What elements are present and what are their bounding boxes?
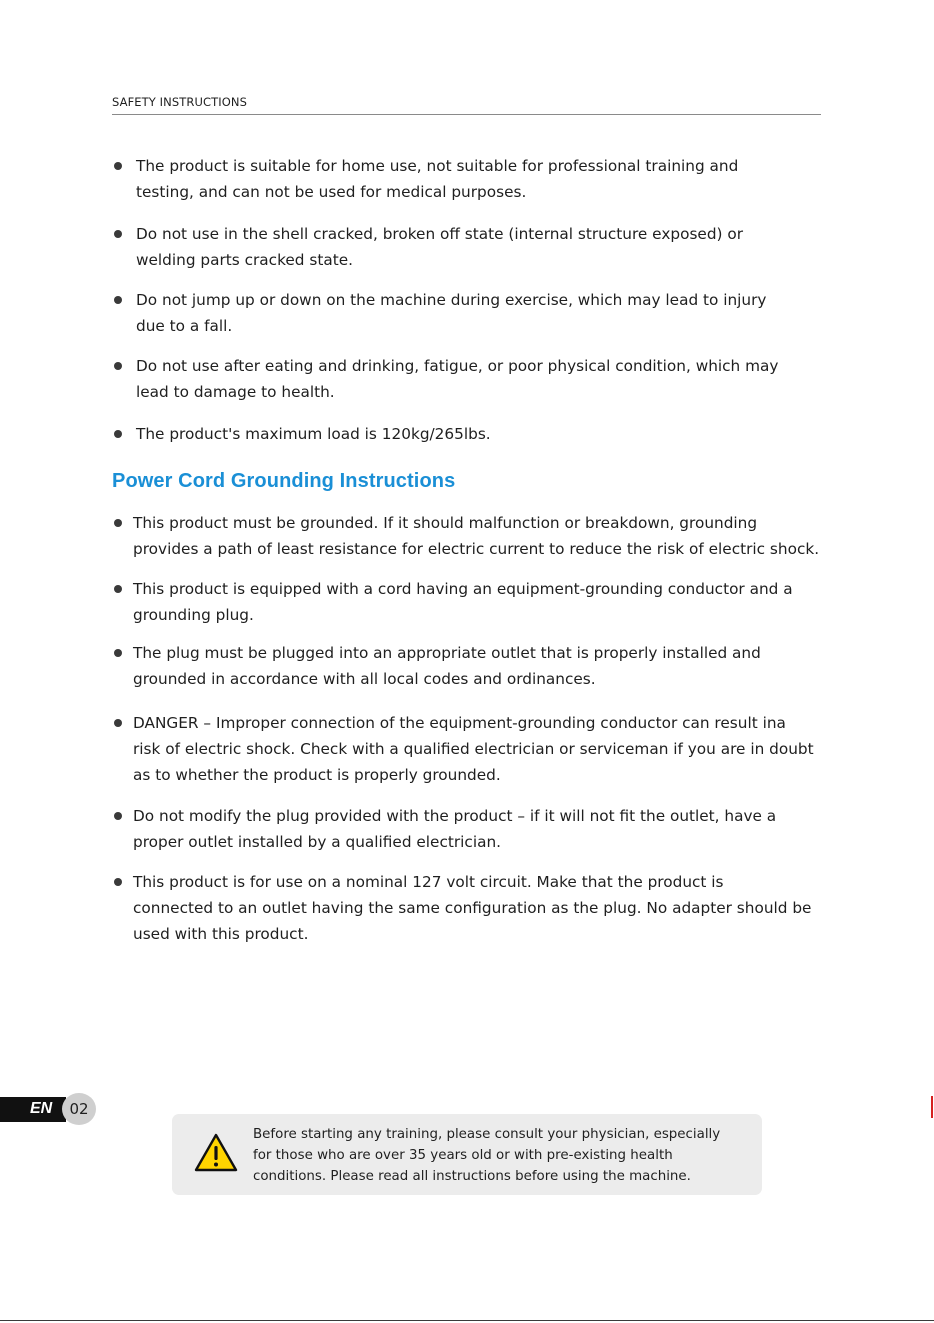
bullet-icon [114,162,122,170]
bullet-icon [114,362,122,370]
header-title: SAFETY INSTRUCTIONS [112,95,247,109]
bottom-rule [0,1320,934,1321]
language-tab [0,1097,66,1122]
list-item [112,353,832,405]
list-item-line: Do not jump up or down on the machine during exercise, which may lead to injury [136,291,767,309]
grounding-list [112,510,872,947]
list-item-line: Do not modify the plug provided with the product – if it will not fit the outlet, have a [133,807,777,825]
list-item [112,869,872,947]
list-item [112,421,832,447]
list-item-line: provides a path of least resistance for electric current to reduce the risk of electric shock. [133,540,820,558]
list-item-line: connected to an outlet having the same configuration as the plug. No adapter should be [133,899,812,917]
list-item-line: due to a fall. [136,317,233,335]
list-item [112,221,832,273]
warning-line: conditions. Please read all instructions before using the machine. [253,1169,691,1184]
list-item [112,640,872,692]
bullet-icon [114,230,122,238]
list-item-line: This product is for use on a nominal 127 volt circuit. Make that the product is [133,873,724,891]
bullet-icon [114,719,122,727]
list-item-line: Do not use in the shell cracked, broken off state (internal structure exposed) or [136,225,744,243]
warning-line: for those who are over 35 years old or with pre-existing health [253,1148,673,1163]
list-item [112,510,872,562]
page-header [112,94,821,115]
list-item-line: welding parts cracked state. [136,251,353,269]
list-item-line: This product is equipped with a cord having an equipment-grounding conductor and a [133,580,793,598]
list-item-line: The product's maximum load is 120kg/265lbs. [136,425,491,443]
list-item [112,287,832,339]
list-item-line: This product must be grounded. If it should malfunction or breakdown, grounding [133,514,758,532]
list-item-line: The plug must be plugged into an appropriate outlet that is properly installed and [133,644,761,662]
list-item-line: Do not use after eating and drinking, fatigue, or poor physical condition, which may [136,357,779,375]
section-title: Power Cord Grounding Instructions [112,470,456,492]
list-item [112,803,872,855]
language-label: EN [30,1100,53,1117]
list-item-line: as to whether the product is properly grounded. [133,766,501,784]
bullet-icon [114,878,122,886]
bullet-icon [114,519,122,527]
list-item-line: DANGER – Improper connection of the equipment-grounding conductor can result ina [133,714,786,732]
list-item-line: The product is suitable for home use, not suitable for professional training and [136,157,739,175]
list-item-line: grounding plug. [133,606,254,624]
warning-box [172,1114,762,1195]
list-item-line: lead to damage to health. [136,383,335,401]
edge-mark [931,1096,933,1118]
list-item-line: used with this product. [133,925,309,943]
safety-list [112,153,832,447]
bullet-icon [114,296,122,304]
bullet-icon [114,585,122,593]
list-item-line: proper outlet installed by a qualified electrician. [133,833,502,851]
list-item [112,710,872,788]
bullet-icon [114,649,122,657]
list-item [112,576,872,628]
list-item-line: testing, and can not be used for medical purposes. [136,183,527,201]
warning-text [253,1124,758,1187]
warning-triangle-icon [194,1133,238,1173]
list-item-line: grounded in accordance with all local codes and ordinances. [133,670,596,688]
list-item-line: risk of electric shock. Check with a qualified electrician or serviceman if you are in doubt [133,740,814,758]
list-item [112,153,832,205]
bullet-icon [114,812,122,820]
warning-line: Before starting any training, please consult your physician, especially [253,1127,721,1142]
page-number: 02 [62,1093,96,1125]
bullet-icon [114,430,122,438]
